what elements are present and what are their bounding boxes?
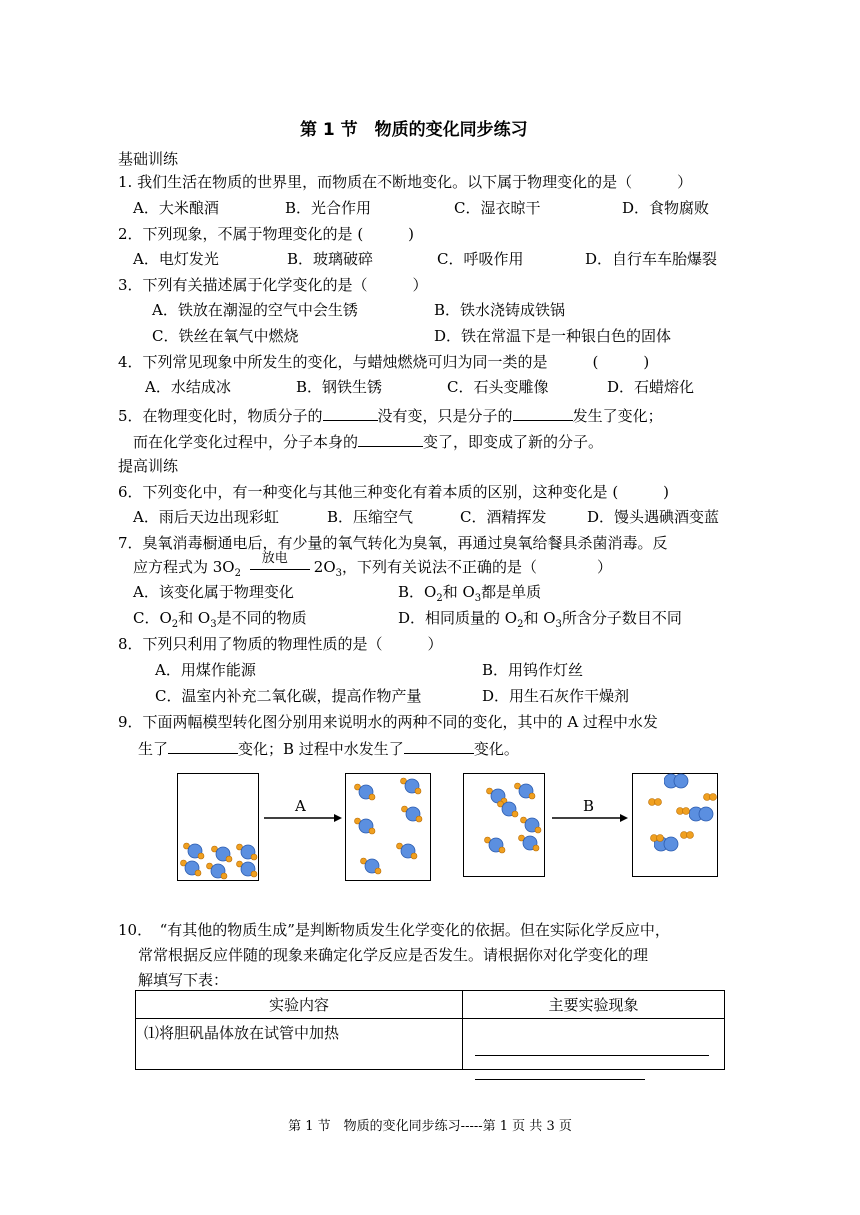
water-molecule — [518, 832, 540, 856]
q7c-text: C．O — [133, 609, 172, 627]
experiment-table — [135, 990, 725, 1070]
q4-stem: 4．下列常见现象中所发生的变化，与蜡烛燃烧可归为同一类的是 ( ) — [118, 353, 650, 371]
water-molecule — [236, 858, 258, 882]
water-molecule — [401, 803, 423, 827]
q1-stem: 1. 我们生活在物质的世界里，而物质在不断地变化。以下属于物理变化的是（ ） — [118, 173, 693, 191]
q6-option-c: C．酒精挥发 — [460, 508, 547, 526]
q9-text: 变化；B 过程中水发生了 — [238, 740, 404, 758]
q7c-sub: 2 — [171, 619, 179, 630]
q3-option-b: B．铁水浇铸成铁锅 — [434, 301, 566, 319]
q2-option-b: B．玻璃破碎 — [287, 250, 374, 268]
water-molecule — [354, 781, 376, 805]
hydrogen-molecule — [703, 787, 717, 805]
q5-text: 发生了变化； — [572, 407, 663, 425]
q7-option-a: A．该变化属于物理变化 — [133, 583, 294, 601]
arrow-label-a: A — [295, 797, 306, 815]
q7d-text: 和 O — [523, 609, 556, 627]
q5-blank-3[interactable] — [358, 430, 423, 447]
q5-blank-2[interactable] — [513, 404, 573, 421]
table-row — [136, 1019, 725, 1070]
q7c-text: 和 O — [178, 609, 211, 627]
q5-line2 — [133, 430, 603, 452]
q7-text: 2O — [313, 558, 336, 576]
table-cell-phenomenon[interactable] — [463, 1019, 725, 1070]
q7d-sub: 3 — [555, 619, 562, 630]
q4-option-a: A．水结成冰 — [145, 378, 231, 396]
q2-option-a: A．电灯发光 — [133, 250, 219, 268]
q7-text: 应方程式为 3O — [133, 558, 235, 576]
q5-text: 而在化学变化过程中，分子本身的 — [133, 433, 359, 451]
water-molecule — [400, 775, 422, 799]
table-cell-content: ⑴将胆矾晶体放在试管中加热 — [136, 1019, 463, 1070]
q1-option-b: B．光合作用 — [285, 199, 372, 217]
q8-stem: 8．下列只利用了物质的物理性质的是（ ） — [118, 635, 443, 653]
q9-text: 变化。 — [473, 740, 519, 758]
q8-option-c: C．温室内补充二氧化碳，提高作物产量 — [155, 687, 422, 705]
q6-option-b: B．压缩空气 — [327, 508, 414, 526]
answer-line-1[interactable] — [475, 1039, 709, 1056]
q6-stem: 6．下列变化中，有一种变化与其他三种变化有着本质的区别，这种变化是 ( ) — [118, 483, 670, 501]
q7-option-b — [398, 582, 541, 609]
q7d-sub: 2 — [517, 619, 524, 630]
q8-option-d: D．用生石灰作干燥剂 — [482, 687, 630, 705]
q7b-sub: 3 — [474, 593, 482, 604]
answer-line-2[interactable] — [475, 1063, 645, 1080]
q5-line1 — [118, 404, 663, 426]
q7d-text: 所含分子数目不同 — [561, 609, 682, 627]
q7-sub: 2 — [234, 568, 241, 579]
q1-option-a: A．大米酿酒 — [133, 199, 219, 217]
water-molecule — [360, 855, 382, 879]
q5-text: 没有变，只是分子的 — [377, 407, 513, 425]
section-advanced: 提高训练 — [118, 457, 179, 475]
water-molecule — [497, 798, 519, 822]
q7b-text: 和 O — [442, 583, 475, 601]
q9-line2 — [138, 737, 519, 759]
section-basic: 基础训练 — [118, 150, 179, 168]
q8-option-b: B．用钨作灯丝 — [482, 661, 584, 679]
q7b-text: 都是单质 — [481, 583, 542, 601]
oxygen-molecule — [689, 806, 715, 826]
q9-line1: 9．下面两幅模型转化图分别用来说明水的两种不同的变化，其中的 A 过程中水发 — [118, 713, 658, 731]
q1-option-c: C．湿衣晾干 — [454, 199, 541, 217]
q7c-text: 是不同的物质 — [216, 609, 307, 627]
q6-option-a: A．雨后天边出现彩虹 — [133, 508, 279, 526]
hydrogen-molecule — [676, 801, 690, 819]
reaction-condition — [250, 551, 310, 577]
q2-option-d: D．自行车车胎爆裂 — [585, 250, 718, 268]
q7-line1: 7．臭氧消毒橱通电后，有少量的氧气转化为臭氧，再通过臭氧给餐具杀菌消毒。反 — [118, 534, 668, 552]
q2-stem: 2．下列现象，不属于物理变化的是 ( ) — [118, 225, 415, 243]
table-header-content: 实验内容 — [136, 991, 463, 1019]
q4-option-c: C．石头变雕像 — [447, 378, 549, 396]
q3-option-c: C．铁丝在氧气中燃烧 — [152, 327, 299, 345]
water-molecule — [206, 860, 228, 884]
q7-text: ，下列有关说法不正确的是（ ） — [342, 558, 613, 576]
q10-line3: 解填写下表： — [138, 971, 229, 989]
q4-option-b: B．钢铁生锈 — [296, 378, 383, 396]
hydrogen-molecule — [648, 792, 662, 810]
oxygen-molecule — [664, 773, 690, 793]
q10-line2: 常常根据反应伴随的现象来确定化学反应是否发生。请根据你对化学变化的理 — [138, 946, 649, 964]
q7-option-c — [133, 608, 307, 635]
table-header-phenomenon: 主要实验现象 — [463, 991, 725, 1019]
q9-text: 生了 — [138, 740, 169, 758]
q7c-sub: 3 — [210, 619, 217, 630]
arrow-label-b: B — [583, 797, 595, 815]
q3-option-d: D．铁在常温下是一种银白色的固体 — [434, 327, 672, 345]
condition-line — [250, 569, 310, 570]
q7b-text: B．O — [398, 583, 437, 601]
q9-blank-1[interactable] — [168, 737, 238, 754]
hydrogen-molecule — [650, 828, 664, 846]
hydrogen-molecule — [680, 825, 694, 843]
q5-text: 变了，即变成了新的分子。 — [423, 433, 604, 451]
water-molecule — [354, 815, 376, 839]
q7-line2 — [133, 551, 613, 584]
q9-blank-2[interactable] — [404, 737, 474, 754]
q7-sub: 3 — [335, 568, 342, 579]
q5-blank-1[interactable] — [323, 404, 378, 421]
q6-option-d: D．馒头遇碘酒变蓝 — [587, 508, 720, 526]
q2-option-c: C．呼吸作用 — [437, 250, 524, 268]
q7b-sub: 2 — [436, 593, 443, 604]
q7-option-d — [398, 608, 682, 635]
q5-text: 5．在物理变化时，物质分子的 — [118, 407, 323, 425]
q10-line1: 10． “有其他的物质生成”是判断物质发生化学变化的依据。但在实际化学反应中， — [118, 921, 670, 939]
q1-option-d: D．食物腐败 — [622, 199, 710, 217]
q3-option-a: A．铁放在潮湿的空气中会生锈 — [152, 301, 358, 319]
q8-option-a: A．用煤作能源 — [155, 661, 256, 679]
water-molecule — [484, 834, 506, 858]
q7d-text: D．相同质量的 O — [398, 609, 518, 627]
page-footer: 第 1 节 物质的变化同步练习-----第 1 页 共 3 页 — [288, 1119, 572, 1134]
water-molecule — [396, 840, 418, 864]
page-title: 第 1 节 物质的变化同步练习 — [300, 120, 528, 140]
condition-text: 放电 — [261, 551, 288, 566]
q3-stem: 3．下列有关描述属于化学变化的是（ ） — [118, 276, 428, 294]
table-header-row — [136, 991, 725, 1019]
water-molecule — [180, 857, 202, 881]
q4-option-d: D．石蜡熔化 — [607, 378, 695, 396]
